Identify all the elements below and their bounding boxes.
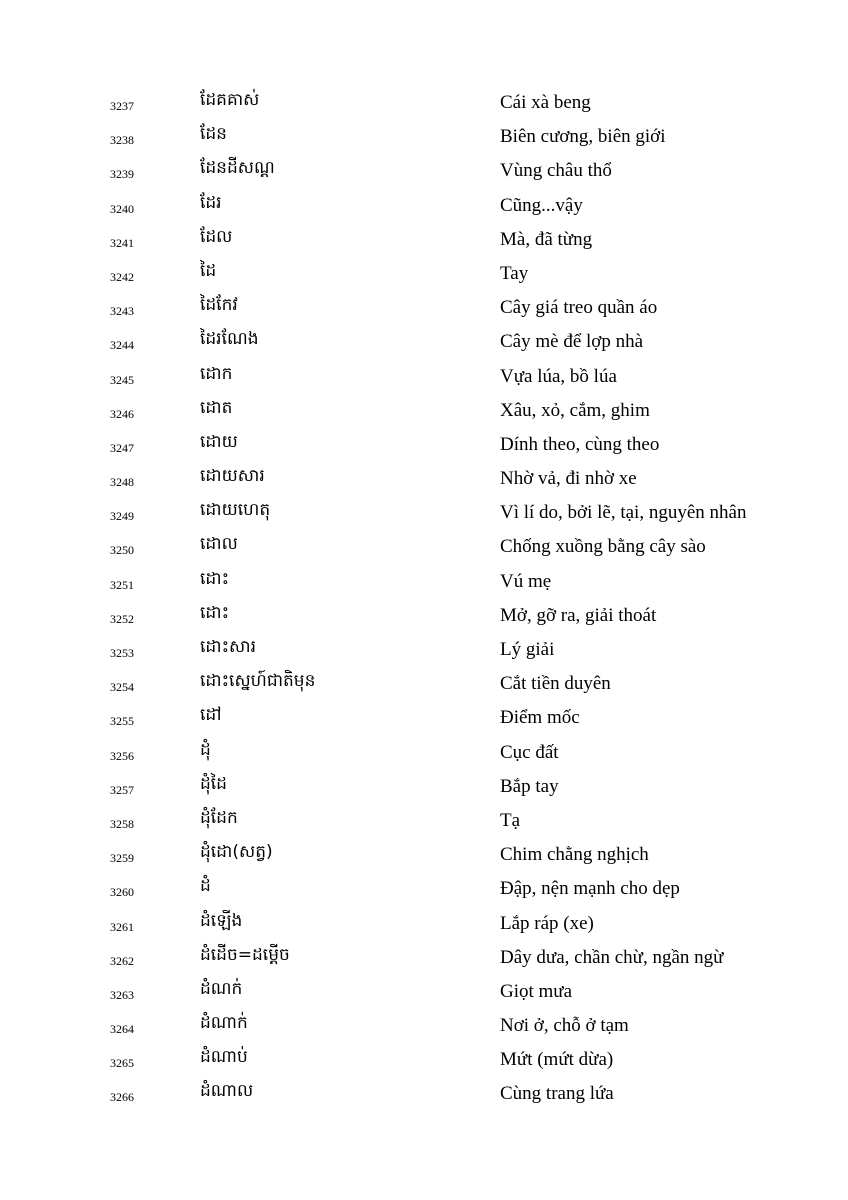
entry-number: 3250 (110, 543, 134, 558)
entry-number: 3259 (110, 851, 134, 866)
entry-number: 3258 (110, 816, 134, 831)
entry-list (0, 86, 848, 1112)
entry-number: 3246 (110, 406, 134, 421)
khmer-term: ដំឡើង (200, 910, 243, 931)
khmer-term: ដោយហេតុ (200, 500, 271, 521)
entry-number: 3242 (110, 269, 134, 284)
khmer-term: ដោយ (200, 431, 238, 452)
entry-number: 3253 (110, 646, 134, 660)
vietnamese-definition: Giọt mưa (500, 980, 573, 1002)
vietnamese-definition: Cùng trang lứa (500, 1083, 614, 1105)
entry-number: 3239 (110, 167, 134, 182)
khmer-term: ដែនដីសណ្ដ (200, 158, 275, 179)
vietnamese-definition: Tạ (500, 809, 521, 831)
khmer-term: ដៃរណែង (200, 329, 259, 350)
dictionary-entry (0, 120, 848, 154)
khmer-term: ដែរ (200, 192, 222, 213)
dictionary-entry (0, 633, 848, 667)
dictionary-entry (0, 872, 848, 906)
entry-number: 3240 (110, 201, 134, 216)
vietnamese-definition: Cái xà beng (500, 92, 591, 113)
dictionary-entry (0, 530, 848, 564)
khmer-term: ដំណាល (200, 1081, 254, 1102)
vietnamese-definition: Vì lí do, bởi lẽ, tại, nguyên nhân (500, 502, 747, 524)
khmer-term: ដោល (200, 534, 238, 555)
entry-number: 3256 (110, 748, 134, 763)
entry-number: 3247 (110, 440, 134, 455)
vietnamese-definition: Lý giải (500, 639, 555, 660)
dictionary-entry (0, 462, 848, 496)
vietnamese-definition: Cũng...vậy (500, 194, 583, 216)
entry-number: 3262 (110, 953, 134, 968)
vietnamese-definition: Dính theo, cùng theo (500, 433, 660, 455)
dictionary-entry (0, 770, 848, 804)
vietnamese-definition: Mở, gỡ ra, giải thoát (500, 604, 657, 626)
dictionary-entry (0, 496, 848, 530)
entry-number: 3243 (110, 304, 134, 319)
vietnamese-definition: Nơi ở, chỗ ở tạm (500, 1015, 629, 1037)
khmer-term: ដោត (200, 397, 233, 418)
dictionary-entry (0, 291, 848, 325)
vietnamese-definition: Dây dưa, chần chừ, ngần ngừ (500, 946, 724, 968)
entry-number: 3254 (110, 680, 134, 695)
vietnamese-definition: Nhờ vả, đi nhờ xe (500, 468, 637, 490)
khmer-term: ដោះស្នេហ៍ជាតិមុន (200, 671, 316, 692)
dictionary-entry (0, 736, 848, 770)
khmer-term: ដំណាក់ (200, 1013, 248, 1034)
dictionary-entry (0, 941, 848, 975)
khmer-term: ដែល (200, 226, 233, 247)
vietnamese-definition: Cắt tiền duyên (500, 673, 611, 695)
khmer-term: ដៃ (200, 260, 217, 281)
entry-number: 3261 (110, 919, 134, 934)
entry-number: 3257 (110, 782, 134, 797)
dictionary-entry (0, 223, 848, 257)
dictionary-entry (0, 701, 848, 735)
vietnamese-definition: Cục đất (500, 741, 559, 763)
vietnamese-definition: Đập, nện mạnh cho dẹp (500, 878, 680, 900)
vietnamese-definition: Bắp tay (500, 775, 559, 797)
entry-number: 3255 (110, 714, 134, 729)
dictionary-entry (0, 1043, 848, 1077)
khmer-term: ដែគគាស់ (200, 90, 260, 110)
vietnamese-definition: Biên cương, biên giới (500, 126, 666, 148)
dictionary-entry (0, 428, 848, 462)
dictionary-entry (0, 907, 848, 941)
vietnamese-definition: Điểm mốc (500, 707, 580, 729)
dictionary-entry (0, 325, 848, 359)
entry-number: 3238 (110, 133, 134, 148)
vietnamese-definition: Vùng châu thổ (500, 160, 612, 182)
entry-number: 3241 (110, 235, 134, 250)
khmer-term: ដៃកែវ (200, 295, 238, 316)
dictionary-entry (0, 1009, 848, 1043)
vietnamese-definition: Chống xuồng bằng cây sào (500, 536, 706, 558)
vietnamese-definition: Lắp ráp (xe) (500, 912, 594, 934)
vietnamese-definition: Vựa lúa, bồ lúa (500, 365, 617, 387)
vietnamese-definition: Chim chằng nghịch (500, 844, 649, 866)
entry-number: 3264 (110, 1022, 134, 1037)
entry-number: 3249 (110, 509, 134, 524)
khmer-term: ដៅ (200, 705, 222, 726)
entry-number: 3252 (110, 611, 134, 626)
dictionary-entry (0, 838, 848, 872)
dictionary-entry (0, 667, 848, 701)
vietnamese-definition: Vú mẹ (500, 570, 552, 592)
entry-number: 3251 (110, 577, 134, 592)
vietnamese-definition: Xâu, xỏ, cắm, ghim (500, 399, 650, 421)
khmer-term: ដំណក់ (200, 978, 243, 999)
vietnamese-definition: Mà, đã từng (500, 228, 593, 250)
khmer-term: ដុំដែក (200, 807, 238, 828)
dictionary-entry (0, 599, 848, 633)
entry-number: 3248 (110, 475, 134, 490)
entry-number: 3266 (110, 1090, 134, 1105)
dictionary-entry (0, 975, 848, 1009)
vietnamese-definition: Mứt (mứt dừa) (500, 1049, 614, 1071)
dictionary-entry (0, 86, 848, 120)
vietnamese-definition: Cây giá treo quần áo (500, 297, 658, 319)
entry-number: 3260 (110, 885, 134, 900)
dictionary-entry (0, 154, 848, 188)
entry-number: 3245 (110, 372, 134, 387)
khmer-term: ដោះសារ (200, 637, 257, 657)
vietnamese-definition: Tay (500, 262, 529, 284)
entry-number: 3244 (110, 338, 134, 353)
entry-number: 3237 (110, 99, 134, 113)
khmer-term: ដោយសារ (200, 466, 265, 487)
khmer-term: ដំណាប់ (200, 1047, 248, 1068)
dictionary-entry (0, 257, 848, 291)
khmer-term: ដោក (200, 363, 233, 384)
khmer-term: ដុំ (200, 739, 211, 760)
dictionary-entry (0, 189, 848, 223)
entry-number: 3265 (110, 1056, 134, 1071)
dictionary-entry (0, 804, 848, 838)
dictionary-entry (0, 360, 848, 394)
dictionary-entry (0, 565, 848, 599)
entry-number: 3263 (110, 987, 134, 1002)
khmer-term: ដំ (200, 876, 211, 897)
khmer-term: ដោះ (200, 602, 230, 623)
dictionary-entry (0, 1077, 848, 1111)
khmer-term: ដុំដោ(សត្វ) (200, 842, 273, 863)
khmer-term: ដែន (200, 124, 227, 145)
dictionary-entry (0, 394, 848, 428)
khmer-term: ដំដើច=ដម្ដើច (200, 944, 290, 965)
vietnamese-definition: Cây mè để lợp nhà (500, 331, 644, 353)
khmer-term: ដោះ (200, 568, 230, 589)
khmer-term: ដុំដៃ (200, 773, 227, 794)
